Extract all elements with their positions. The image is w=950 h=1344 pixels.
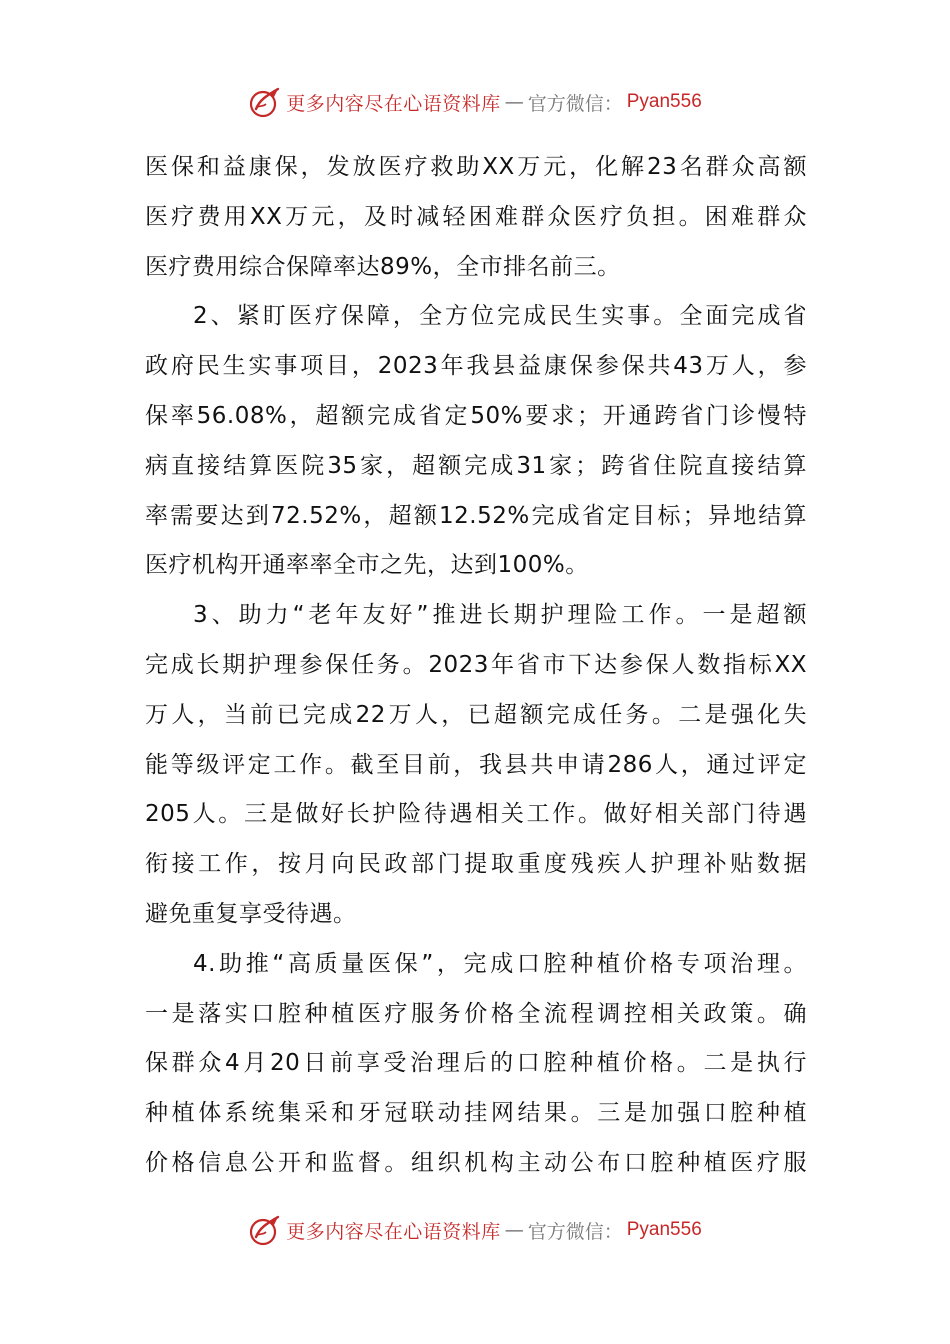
watermark-handle: Pyan556 bbox=[626, 1219, 702, 1240]
section-heading-line: 4.助推“高质量医保”，完成口腔种植价格专项治理。 bbox=[193, 950, 807, 977]
body-line: 能等级评定工作。截至目前，我县共申请286人，通过评定 bbox=[145, 751, 807, 778]
watermark-dash: — bbox=[504, 91, 524, 113]
body-line: 保群众4月20日前享受治理后的口腔种植价格。二是执行 bbox=[145, 1050, 807, 1077]
watermark-official-label: 官方微信： bbox=[527, 1220, 623, 1243]
section-heading-line: 2、紧盯医疗保障，全方位完成民生实事。全面完成省 bbox=[193, 303, 807, 330]
body-line: 医疗机构开通率率全市之先，达到100%。 bbox=[145, 552, 589, 579]
pen-logo-icon bbox=[248, 85, 282, 119]
body-line: 率需要达到72.52%，超额12.52%完成省定目标；异地结算 bbox=[145, 502, 807, 529]
watermark-official-label: 官方微信： bbox=[527, 92, 623, 115]
body-line: 政府民生实事项目，2023年我县益康保参保共43万人，参 bbox=[145, 353, 807, 380]
body-line: 衔接工作，按月向民政部门提取重度残疾人护理补贴数据 bbox=[145, 851, 807, 878]
watermark-main-text: 更多内容尽在心语资料库 bbox=[286, 1220, 501, 1243]
watermark-main-text: 更多内容尽在心语资料库 bbox=[286, 92, 501, 115]
body-line: 医疗费用综合保障率达89%，全市排名前三。 bbox=[145, 253, 621, 280]
body-line: 避免重复享受待遇。 bbox=[145, 900, 357, 927]
watermark-dash: — bbox=[504, 1219, 524, 1241]
body-line: 医疗费用XX万元，及时减轻困难群众医疗负担。困难群众 bbox=[145, 203, 807, 230]
body-line: 万人，当前已完成22万人，已超额完成任务。二是强化失 bbox=[145, 701, 807, 728]
document-body bbox=[145, 143, 807, 1189]
watermark-handle: Pyan556 bbox=[626, 91, 702, 112]
footer-watermark bbox=[0, 1210, 950, 1250]
body-line: 医保和益康保，发放医疗救助XX万元，化解23名群众高额 bbox=[145, 154, 807, 180]
section-heading-line: 3、助力“老年友好”推进长期护理险工作。一是超额 bbox=[193, 602, 807, 629]
pen-logo-icon bbox=[248, 1213, 282, 1247]
body-line: 完成长期护理参保任务。2023年省市下达参保人数指标XX bbox=[145, 651, 807, 678]
header-watermark bbox=[0, 82, 950, 122]
body-line: 保率56.08%，超额完成省定50%要求；开通跨省门诊慢特 bbox=[145, 402, 807, 429]
body-line: 一是落实口腔种植医疗服务价格全流程调控相关政策。确 bbox=[145, 1000, 807, 1027]
body-line: 种植体系统集采和牙冠联动挂网结果。三是加强口腔种植 bbox=[145, 1100, 807, 1127]
body-line: 205人。三是做好长护险待遇相关工作。做好相关部门待遇 bbox=[145, 801, 807, 828]
body-line: 价格信息公开和监督。组织机构主动公布口腔种植医疗服 bbox=[145, 1149, 807, 1176]
body-line: 病直接结算医院35家，超额完成31家；跨省住院直接结算 bbox=[145, 452, 807, 479]
